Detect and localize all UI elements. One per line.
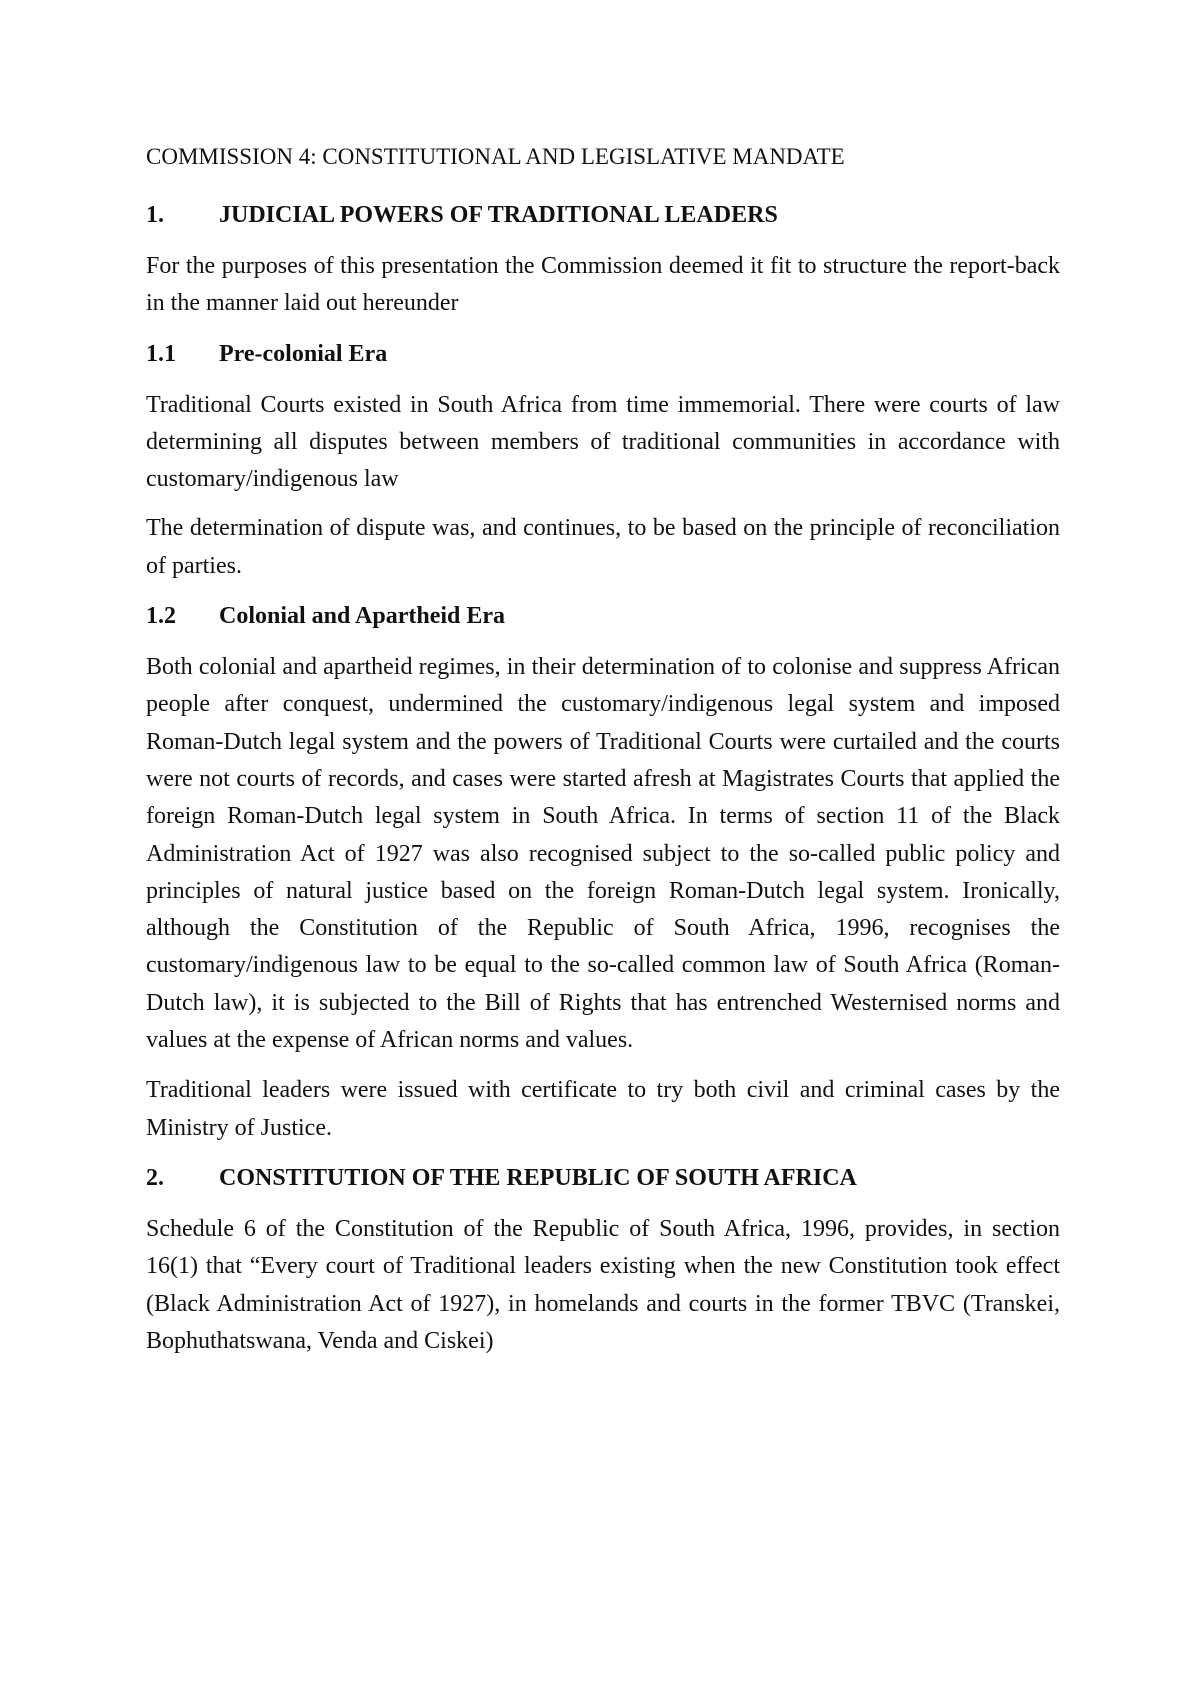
section-1-2-number: 1.2: [146, 603, 176, 630]
section-2-heading: [146, 1160, 1060, 1197]
section-1-1-title: Pre-colonial Era: [219, 340, 388, 367]
section-2-number: 2.: [146, 1164, 164, 1191]
document-title: COMMISSION 4: CONSTITUTIONAL AND LEGISLATIVE MANDATE: [146, 144, 845, 169]
section-1-1-number: 1.1: [146, 340, 176, 367]
section-1-1-heading: [146, 336, 1060, 373]
section-1-intro: For the purposes of this presentation the Commission deemed it fit to structure the report-back in the manner laid out hereunder: [146, 253, 1060, 317]
section-1-title: JUDICIAL POWERS OF TRADITIONAL LEADERS: [219, 202, 778, 228]
section-1-2-paragraph-1: Both colonial and apartheid regimes, in their determination of to colonise and suppress African people after conquest, undermined the customary/indigenous legal system and imposed Roman-Dutch legal system and the powers of Traditional Courts were curtailed and the courts were not courts of records, and cases were started afresh at Magistrates Courts that applied the foreign Roman-Dutch legal system in South Africa. In terms of section 11 of the Black Administration Act of 1927 was also recognised subject to the so-called public policy and principles of natural justice based on the foreign Roman-Dutch legal system. Ironically, although the Constitution of the Republic of South Africa, 1996, recognises the customary/indigenous law to be equal to the so-called common law of South Africa (Roman-Dutch law), it is subjected to the Bill of Rights that has entrenched Westernised norms and values at the expense of African norms and values.: [146, 654, 1060, 1054]
section-1-2-heading: [146, 598, 1060, 635]
section-1-2-paragraph-2: Traditional leaders were issued with certificate to try both civil and criminal cases by the Ministry of Justice.: [146, 1077, 1060, 1141]
section-1-heading: [146, 197, 1060, 234]
section-1-2-title: Colonial and Apartheid Era: [219, 603, 506, 630]
section-1-1-paragraph-1: Traditional Courts existed in South Africa from time immemorial. There were courts of law determining all disputes between members of traditional communities in accordance with customary/indigenous law: [146, 391, 1060, 493]
section-1-number: 1.: [146, 202, 164, 228]
section-1-1-paragraph-2: The determination of dispute was, and continues, to be based on the principle of reconciliation of parties.: [146, 515, 1060, 579]
section-2-title: CONSTITUTION OF THE REPUBLIC OF SOUTH AFRICA: [219, 1164, 857, 1191]
section-2-paragraph-1: Schedule 6 of the Constitution of the Republic of South Africa, 1996, provides, in section 16(1) that “Every court of Traditional leaders existing when the new Constitution took effect (Black Administration Act of 1927), in homelands and courts in the former TBVC (Transkei, Bophuthatswana, Venda and Ciskei): [146, 1215, 1060, 1354]
document-page: [146, 138, 1060, 1373]
